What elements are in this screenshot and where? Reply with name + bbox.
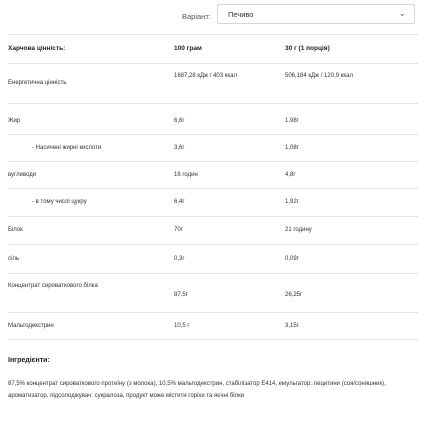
row-value-100g: 6,6г — [174, 118, 185, 124]
divider — [8, 244, 418, 245]
divider — [8, 216, 418, 217]
row-value-100g: 10,5 г — [174, 323, 190, 329]
row-name: Концентрат сироваткового білка — [8, 283, 98, 289]
ingredients-title: Інгредієнти: — [8, 357, 50, 364]
row-value-30g: 0,09г — [285, 256, 299, 262]
variant-select[interactable] — [217, 4, 415, 24]
row-value-100g: 1687,28 кДж / 403 ккал — [174, 73, 237, 79]
divider — [8, 161, 418, 162]
row-name: сіль — [8, 256, 19, 262]
row-name: вуглеводи — [8, 172, 37, 178]
header-30g: 30 г (1 порція) — [285, 45, 330, 52]
row-name: Жир — [8, 118, 21, 124]
divider — [8, 134, 418, 135]
row-value-30g: 21 годину — [285, 227, 312, 233]
row-value-100g: 16 годин — [174, 172, 198, 178]
divider — [8, 34, 418, 35]
row-value-30g: 1,92г — [285, 199, 299, 205]
divider — [8, 63, 418, 64]
row-value-100g: 70г — [174, 227, 183, 233]
divider — [8, 339, 418, 340]
divider — [8, 103, 418, 104]
row-value-30g: 26,25г — [285, 292, 303, 298]
row-name: Енергетична цінність — [8, 80, 67, 86]
row-value-30g: 3,15г — [285, 323, 299, 329]
row-value-30g: 4,8г — [285, 172, 296, 178]
chevron-down-icon: ⌄ — [398, 8, 406, 18]
row-value-30g: 1,08г — [285, 145, 299, 151]
row-value-100g: 87,5г — [174, 292, 188, 298]
row-name: - в тому числі цукру — [32, 199, 87, 205]
row-value-30g: 1,98г — [285, 118, 299, 124]
row-value-100g: 6,4г — [174, 199, 185, 205]
variant-label: Варіант: — [182, 12, 211, 21]
ingredients-text: 87,5% концентрат сироваткового протеїну (з молока), 10,5% мальтодекстрин, стабілізатор Е414, емульгатор: лецитини (соя/соняшник), ароматизатор, підсолоджувач: сукралоза, продукт може містити горіхи та яєчні білки — [8, 381, 386, 399]
row-value-30g: 506,184 кДж / 120,9 ккал — [285, 73, 353, 79]
row-name: Мальтодекстрин — [8, 323, 54, 329]
row-name: Білок — [8, 227, 23, 233]
variant-row — [0, 0, 424, 34]
divider — [8, 188, 418, 189]
divider — [8, 273, 418, 274]
row-name: - Насичені жирні кислоти — [32, 145, 102, 151]
row-value-100g: 0,3г — [174, 256, 185, 262]
variant-value: Печиво — [228, 10, 254, 19]
row-value-100g: 3,6г — [174, 145, 185, 151]
divider — [8, 312, 418, 313]
header-nutrition: Харчова цінність: — [8, 45, 66, 52]
header-100g: 100 грам — [174, 45, 202, 52]
